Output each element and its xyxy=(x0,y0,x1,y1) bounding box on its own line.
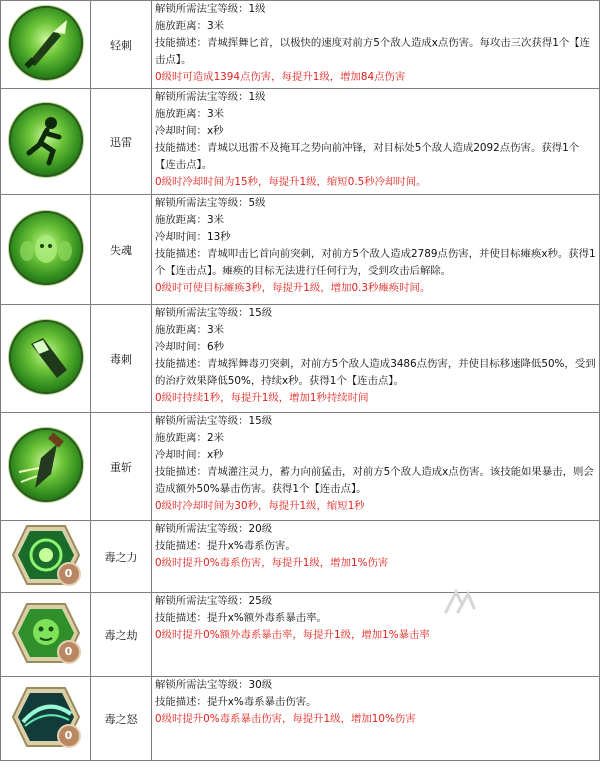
upgrade-note: 0级时持续1秒，每提升1级，增加1秒持续时间 xyxy=(155,392,369,404)
unlock-level: 解锁所需法宝等级：15级 xyxy=(155,415,273,427)
skill-name: 毒之力 xyxy=(91,521,152,593)
skill-name: 毒之怒 xyxy=(91,677,152,761)
unlock-level: 解锁所需法宝等级：25级 xyxy=(155,595,273,607)
cast-range: 施放距离：3米 xyxy=(155,20,224,32)
skill-row-xunlei xyxy=(1,89,600,195)
skill-icon-cell xyxy=(1,89,91,195)
dash-runner-icon xyxy=(9,103,83,177)
upgrade-note: 0级时提升0%额外毒系暴击率，每提升1级，增加1%暴击率 xyxy=(155,629,430,641)
cooldown: 冷却时间：13秒 xyxy=(155,231,231,243)
skill-effect: 技能描述：青城挥舞毒刃突刺，对前方5个敌人造成3486点伤害，并使目标移速降低50%，受到的治疗效果降低50%，持续x秒。获得1个【连击点】。 xyxy=(155,358,596,387)
skill-row-qingci xyxy=(1,1,600,89)
skill-name: 迅雷 xyxy=(91,89,152,195)
skill-icon-cell xyxy=(1,305,91,413)
cast-range: 施放距离：3米 xyxy=(155,214,224,226)
unlock-level: 解锁所需法宝等级：30级 xyxy=(155,679,273,691)
unlock-level: 解锁所需法宝等级：5级 xyxy=(155,197,266,209)
upgrade-note: 0级时冷却时间为30秒，每提升1级，缩短1秒 xyxy=(155,500,365,512)
skill-name: 轻刺 xyxy=(91,1,152,89)
skill-description xyxy=(152,195,600,305)
skill-row-duci xyxy=(1,305,600,413)
poison-power-icon xyxy=(11,524,81,586)
skill-effect: 技能描述：提升x%毒系暴击伤害。 xyxy=(155,696,317,708)
poison-fury-icon xyxy=(11,686,81,748)
skill-icon-cell xyxy=(1,521,91,593)
skill-effect: 技能描述：提升x%额外毒系暴击率。 xyxy=(155,612,327,624)
level-badge: 0 xyxy=(57,640,81,664)
cast-range: 施放距离：3米 xyxy=(155,324,224,336)
skill-name: 重斩 xyxy=(91,413,152,521)
cooldown: 冷却时间：x秒 xyxy=(155,449,224,461)
poison-calamity-icon xyxy=(11,602,81,664)
cooldown: 冷却时间：6秒 xyxy=(155,341,224,353)
upgrade-note: 0级时可造成1394点伤害，每提升1级，增加84点伤害 xyxy=(155,71,406,83)
upgrade-note: 0级时提升0%毒系伤害，每提升1级，增加1%伤害 xyxy=(155,557,389,569)
level-badge: 0 xyxy=(57,562,81,586)
skill-row-shihun xyxy=(1,195,600,305)
unlock-level: 解锁所需法宝等级：15级 xyxy=(155,307,273,319)
skill-effect: 技能描述：青城叩击匕首向前突刺，对前方5个敌人造成2789点伤害，并使目标瘫痪x秒。获得1个【连击点】。瘫痪的目标无法进行任何行为，受到攻击后解除。 xyxy=(155,248,596,277)
upgrade-note: 0级时提升0%毒系暴击伤害，每提升1级，增加10%伤害 xyxy=(155,713,416,725)
skill-effect: 技能描述：提升x%毒系伤害。 xyxy=(155,540,296,552)
unlock-level: 解锁所需法宝等级：1级 xyxy=(155,91,266,103)
upgrade-note: 0级时冷却时间为15秒，每提升1级，缩短0.5秒冷却时间。 xyxy=(155,176,427,188)
skill-name: 毒刺 xyxy=(91,305,152,413)
skill-effect: 技能描述：青城灌注灵力，蓄力向前猛击，对前方5个敌人造成x点伤害。该技能如果暴击，则会造成额外50%暴击伤害。获得1个【连击点】。 xyxy=(155,466,594,495)
skill-row-duzhinu xyxy=(1,677,600,761)
level-badge: 0 xyxy=(57,724,81,748)
unlock-level: 解锁所需法宝等级：1级 xyxy=(155,3,266,15)
ghost-souls-icon xyxy=(9,211,83,285)
skill-description xyxy=(152,593,600,677)
cooldown: 冷却时间：x秒 xyxy=(155,125,224,137)
upgrade-note: 0级时可使目标瘫痪3秒，每提升1级，增加0.3秒瘫痪时间。 xyxy=(155,282,431,294)
skill-name: 失魂 xyxy=(91,195,152,305)
skill-description xyxy=(152,89,600,195)
watermark-logo-icon xyxy=(442,588,478,616)
skill-description xyxy=(152,521,600,593)
skill-icon-cell xyxy=(1,593,91,677)
unlock-level: 解锁所需法宝等级：20级 xyxy=(155,523,273,535)
skill-name: 毒之劫 xyxy=(91,593,152,677)
skill-icon-cell xyxy=(1,195,91,305)
skill-effect: 技能描述：青城挥舞匕首，以极快的速度对前方5个敌人造成x点伤害。每攻击三次获得1个【连击点】。 xyxy=(155,37,590,66)
skill-icon-cell xyxy=(1,677,91,761)
skill-row-duzhili xyxy=(1,521,600,593)
skill-icon-cell xyxy=(1,1,91,89)
skill-description xyxy=(152,413,600,521)
skill-effect: 技能描述：青城以迅雷不及掩耳之势向前冲锋，对目标处5个敌人造成2092点伤害。获得1个【连击点】。 xyxy=(155,142,580,171)
cast-range: 施放距离：2米 xyxy=(155,432,224,444)
heavy-slash-icon xyxy=(9,428,83,502)
skill-description xyxy=(152,677,600,761)
cast-range: 施放距离：3米 xyxy=(155,108,224,120)
skill-row-duzhijie xyxy=(1,593,600,677)
poison-blade-icon xyxy=(9,320,83,394)
skill-description xyxy=(152,1,600,89)
skill-row-zhongzhan xyxy=(1,413,600,521)
skill-icon-cell xyxy=(1,413,91,521)
dagger-skill-icon xyxy=(9,6,83,80)
skill-description xyxy=(152,305,600,413)
